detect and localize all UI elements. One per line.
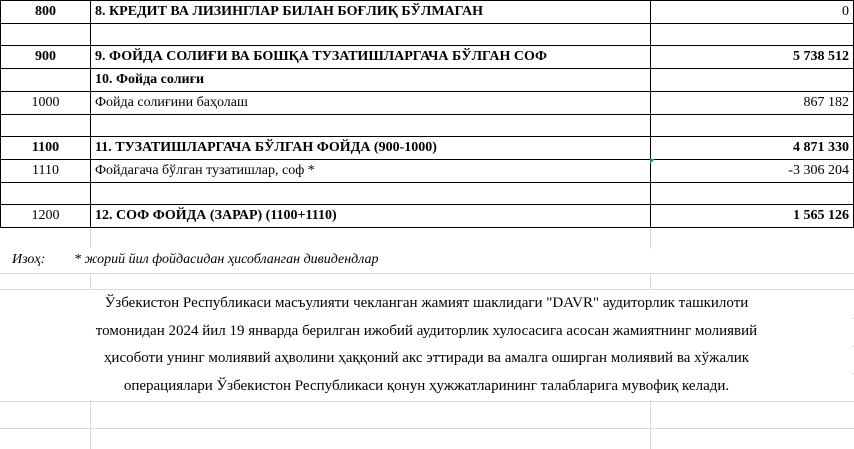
row-value-cell[interactable]: 4 871 330 bbox=[651, 137, 854, 160]
row-code-cell[interactable]: 1000 bbox=[1, 92, 91, 115]
table-row-900 bbox=[1, 46, 854, 69]
footnote bbox=[0, 249, 853, 273]
empty-cell[interactable] bbox=[651, 183, 854, 205]
row-value-cell[interactable]: 0 bbox=[651, 1, 854, 24]
row-label-cell[interactable]: 11. ТУЗАТИШЛАРГАЧА БЎЛГАН ФОЙДА (900-1000) bbox=[91, 137, 651, 160]
cell-comment-marker[interactable] bbox=[650, 159, 655, 164]
row-label-cell[interactable]: 8. КРЕДИТ ВА ЛИЗИНГЛАР БИЛАН БОҒЛИҚ БЎЛМАГАН bbox=[91, 1, 651, 24]
table-row-1000 bbox=[1, 92, 854, 115]
empty-cell[interactable] bbox=[91, 115, 651, 137]
empty-cell[interactable] bbox=[651, 24, 854, 46]
gridline bbox=[0, 428, 854, 429]
row-label-cell[interactable]: 12. СОФ ФОЙДА (ЗАРАР) (1100+1110) bbox=[91, 205, 651, 228]
empty-cell[interactable] bbox=[91, 183, 651, 205]
row-label-cell[interactable]: Фойдагача бўлган тузатишлар, соф * bbox=[91, 160, 651, 183]
row-code-cell[interactable]: 800 bbox=[1, 1, 91, 24]
row-code-cell[interactable] bbox=[1, 69, 91, 92]
table-row-spacer bbox=[1, 115, 854, 137]
paragraph-line: Ўзбекистон Республикаси масъулияти чекланган жамият шаклидаги "DAVR" аудиторлик ташкилоти bbox=[104, 295, 749, 311]
table-row-1200 bbox=[1, 205, 854, 228]
table-row-spacer bbox=[1, 183, 854, 205]
row-code-cell[interactable]: 1110 bbox=[1, 160, 91, 183]
row-code-cell[interactable]: 1100 bbox=[1, 137, 91, 160]
row-label-cell[interactable]: 9. ФОЙДА СОЛИҒИ ВА БОШҚА ТУЗАТИШЛАРГАЧА БЎЛГАН СОФ bbox=[91, 46, 651, 69]
empty-cell[interactable] bbox=[1, 115, 91, 137]
row-code-cell[interactable]: 1200 bbox=[1, 205, 91, 228]
row-label-cell[interactable]: Фойда солиғини баҳолаш bbox=[91, 92, 651, 115]
table-row-income-tax-header bbox=[1, 69, 854, 92]
gridline bbox=[0, 401, 854, 402]
table-row-800 bbox=[1, 1, 854, 24]
row-value-cell[interactable]: 5 738 512 bbox=[651, 46, 854, 69]
gridline bbox=[0, 273, 854, 274]
empty-cell[interactable] bbox=[91, 24, 651, 46]
table-row-1100 bbox=[1, 137, 854, 160]
footnote-text: * жорий йил фойдасидан ҳисобланган дивидендлар bbox=[74, 252, 379, 267]
empty-cell[interactable] bbox=[1, 24, 91, 46]
row-code-cell[interactable]: 900 bbox=[1, 46, 91, 69]
table-row-spacer bbox=[1, 24, 854, 46]
row-value-cell[interactable]: -3 306 204 bbox=[651, 160, 854, 183]
audit-conclusion-paragraph bbox=[0, 290, 853, 400]
empty-cell[interactable] bbox=[1, 183, 91, 205]
row-value-cell[interactable] bbox=[651, 69, 854, 92]
footnote-label: Изоҳ: bbox=[12, 252, 46, 267]
row-label-cell[interactable]: 10. Фойда солиғи bbox=[91, 69, 651, 92]
row-value-cell[interactable]: 1 565 126 bbox=[651, 205, 854, 228]
empty-cell[interactable] bbox=[651, 115, 854, 137]
paragraph-line: ҳисоботи унинг молиявий аҳволини ҳаққоний акс эттиради ва амалга оширган молиявий ва хўжалик bbox=[103, 350, 750, 366]
paragraph-line: томонидан 2024 йил 19 январда берилган ижобий аудиторлик хулосасига асосан жамиятнинг молиявий bbox=[95, 322, 758, 339]
row-value-cell[interactable]: 867 182 bbox=[651, 92, 854, 115]
table-row-1110 bbox=[1, 160, 854, 183]
paragraph-line: операциялари Ўзбекистон Республикаси қонун ҳужжатларининг талабларига мувофиқ келади. bbox=[123, 377, 730, 394]
